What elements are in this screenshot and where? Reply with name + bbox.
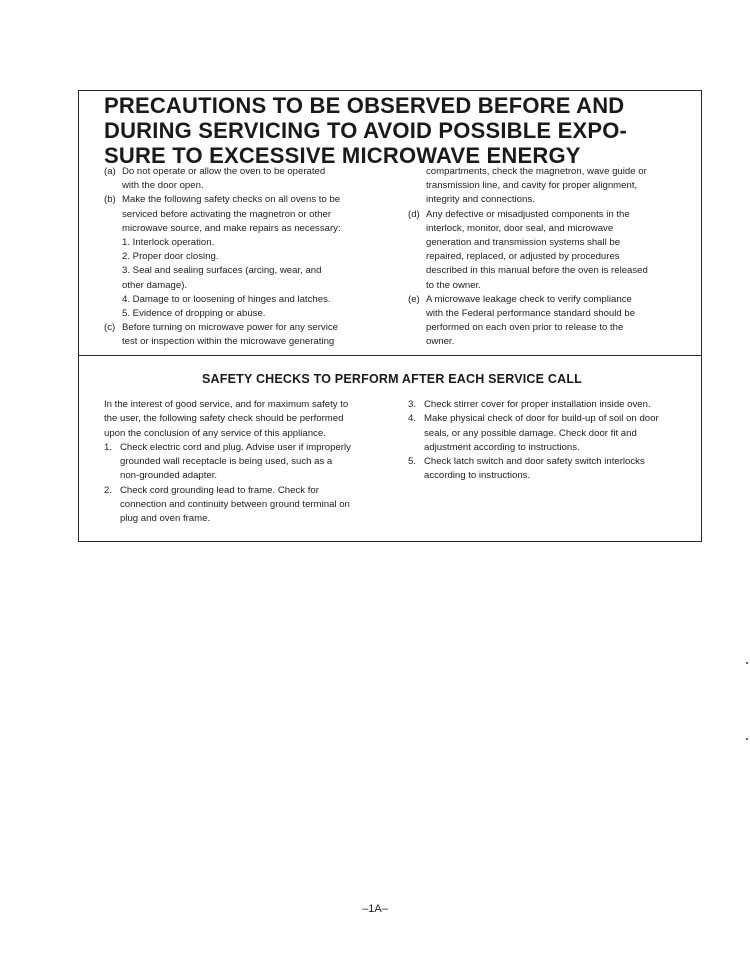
item-text: described in this manual before the oven is released (426, 265, 648, 277)
item-text: Any defective or misadjusted components in the (426, 208, 630, 220)
item-text: seals, or any possible damage. Check door fit and (424, 427, 637, 439)
item-text: performed on each oven prior to release to the (426, 322, 624, 334)
item-marker: (c) (104, 322, 116, 334)
precaution-item-c-continued (408, 165, 693, 208)
item-text: serviced before activating the magnetron or other (122, 208, 332, 220)
safety-check-item-3 (408, 398, 693, 412)
item-text: Do not operate or allow the oven to be operated (122, 166, 326, 177)
item-text: microwave source, and make repairs as necessary: (122, 222, 341, 234)
safety-checks-heading: SAFETY CHECKS TO PERFORM AFTER EACH SERVICE CALL (201, 372, 582, 386)
intro-text: upon the conclusion of any service of this appliance. (104, 427, 326, 439)
item-text: with the door open. (122, 180, 204, 192)
item-text: non-grounded adapter. (120, 470, 218, 482)
scan-speck (746, 738, 748, 740)
item-marker: 5. (408, 456, 417, 468)
precautions-right-column (408, 165, 693, 350)
precautions-title (104, 93, 664, 168)
item-text: integrity and connections. (426, 194, 535, 206)
precaution-item-c (104, 321, 394, 349)
check-subitem: 4. Damage to or loosening of hinges and latches. (122, 293, 331, 305)
item-text: interlock, monitor, door seal, and microwave (426, 222, 614, 234)
title-line: PRECAUTIONS TO BE OBSERVED BEFORE AND (104, 93, 625, 118)
precaution-item-d (408, 208, 693, 293)
check-subitem: other damage). (122, 279, 188, 291)
item-text: adjustment according to instructions. (424, 441, 580, 453)
item-text: Before turning on microwave power for any service (122, 322, 338, 334)
safety-checks-right-column (408, 398, 693, 484)
item-text: Check stirrer cover for proper installation inside oven. (424, 399, 651, 410)
item-text: Make physical check of door for build-up of soil on door (424, 413, 659, 425)
intro-text: In the interest of good service, and for maximum safety to (104, 399, 349, 410)
check-subitem: 1. Interlock operation. (122, 237, 215, 249)
safety-checks-left-column (104, 398, 394, 527)
check-subitem: 5. Evidence of dropping or abuse. (122, 308, 266, 320)
item-text: Check cord grounding lead to frame. Check for (120, 484, 319, 496)
item-marker: 4. (408, 413, 417, 425)
item-text: compartments, check the magnetron, wave guide or (426, 166, 647, 177)
item-marker: (b) (104, 194, 116, 206)
precaution-item-a (104, 165, 394, 193)
item-text: grounded wall receptacle is being used, such as a (120, 456, 333, 468)
item-text: transmission line, and cavity for proper alignment, (426, 180, 638, 192)
item-text: generation and transmission systems shall be (426, 237, 621, 249)
precaution-item-e (408, 293, 693, 350)
precautions-left-column (104, 165, 394, 350)
page-number: –1A– (362, 903, 388, 915)
title-line: DURING SERVICING TO AVOID POSSIBLE EXPO- (104, 118, 628, 143)
item-text: Check latch switch and door safety switch interlocks (424, 456, 645, 468)
intro-text: the user, the following safety check should be performed (104, 413, 344, 425)
item-marker: (d) (408, 208, 420, 220)
check-subitem: 3. Seal and sealing surfaces (arcing, wear, and (122, 265, 322, 277)
precaution-item-b (104, 193, 394, 321)
item-text: Make the following safety checks on all ovens to be (122, 194, 341, 206)
item-text: Check electric cord and plug. Advise user if improperly (120, 441, 351, 453)
item-text: A microwave leakage check to verify compliance (426, 293, 632, 305)
item-text: connection and continuity between ground terminal on (120, 499, 350, 511)
item-marker: 2. (104, 484, 113, 496)
safety-check-item-1 (104, 441, 394, 484)
item-marker: 1. (104, 441, 113, 453)
item-marker: (a) (104, 166, 116, 177)
item-text: test or inspection within the microwave generating (122, 336, 335, 348)
item-marker: (e) (408, 293, 420, 305)
item-text: with the Federal performance standard should be (426, 308, 636, 320)
scan-speck (746, 662, 748, 664)
safety-check-item-5 (408, 455, 693, 484)
safety-check-item-2 (104, 484, 394, 527)
item-text: owner. (426, 336, 455, 348)
safety-check-item-4 (408, 412, 693, 455)
section-divider (78, 355, 702, 356)
item-text: according to instructions. (424, 470, 531, 482)
title-line: SURE TO EXCESSIVE MICROWAVE ENERGY (104, 143, 581, 168)
item-text: to the owner. (426, 279, 481, 291)
item-marker: 3. (408, 399, 417, 410)
item-text: plug and oven frame. (120, 513, 211, 525)
item-text: repaired, replaced, or adjusted by procedures (426, 251, 620, 263)
check-subitem: 2. Proper door closing. (122, 251, 219, 263)
